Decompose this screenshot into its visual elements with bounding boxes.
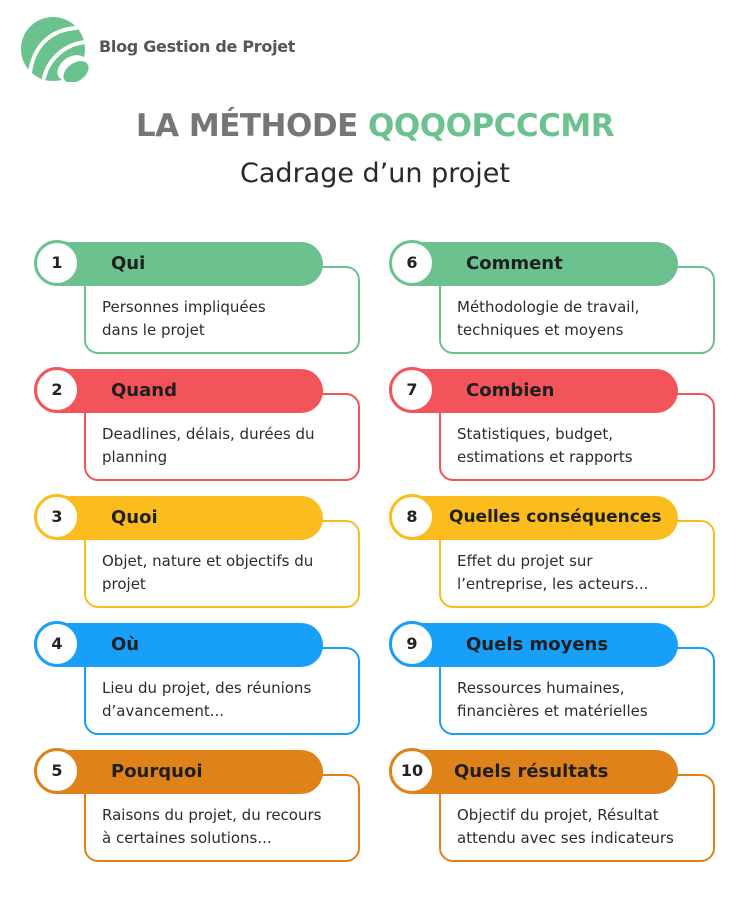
step-label: Comment	[466, 253, 563, 274]
step-description-line: l’entreprise, les acteurs...	[457, 575, 649, 593]
step-description-line: financières et matérielles	[457, 702, 648, 720]
step-description	[102, 296, 340, 342]
step-number-badge: 5	[34, 748, 80, 794]
step-card-10	[389, 750, 719, 872]
step-card-3	[34, 496, 364, 618]
step-description-line: Ressources humaines,	[457, 679, 625, 697]
step-description	[102, 804, 340, 850]
step-card-5	[34, 750, 364, 872]
step-label: Quels résultats	[454, 761, 609, 782]
step-number-badge: 4	[34, 621, 80, 667]
page-title	[0, 108, 750, 144]
step-label: Pourquoi	[111, 761, 203, 782]
step-label: Quand	[111, 380, 177, 401]
step-description-line: Statistiques, budget,	[457, 425, 614, 443]
step-description-line: Personnes impliquées	[102, 298, 266, 316]
step-description	[102, 677, 340, 723]
step-description-line: Méthodologie de travail,	[457, 298, 640, 316]
step-number-badge: 8	[389, 494, 435, 540]
step-description	[102, 423, 340, 469]
title-prefix: LA MÉTHODE	[135, 108, 358, 144]
step-description-line: projet	[102, 575, 146, 593]
title-accent: QQQOPCCCMR	[368, 108, 615, 144]
step-label: Quoi	[111, 507, 158, 528]
step-number-badge: 1	[34, 240, 80, 286]
step-description	[102, 550, 340, 596]
step-description-line: d’avancement...	[102, 702, 225, 720]
step-number-badge: 6	[389, 240, 435, 286]
step-number-badge: 10	[389, 748, 435, 794]
page-subtitle: Cadrage d’un projet	[240, 158, 510, 189]
step-description	[457, 677, 695, 723]
step-description-line: Effet du projet sur	[457, 552, 593, 570]
step-description	[457, 550, 695, 596]
step-card-9	[389, 623, 719, 745]
step-description	[457, 423, 695, 469]
step-description	[457, 296, 695, 342]
step-description-line: Lieu du projet, des réunions	[102, 679, 312, 697]
step-number-badge: 3	[34, 494, 80, 540]
step-label: Quelles conséquences	[449, 507, 662, 527]
step-description-line: estimations et rapports	[457, 448, 633, 466]
step-label: Combien	[466, 380, 555, 401]
step-card-6	[389, 242, 719, 364]
step-number-badge: 7	[389, 367, 435, 413]
step-description	[457, 804, 695, 850]
step-card-2	[34, 369, 364, 491]
step-description-line: Deadlines, délais, durées du	[102, 425, 315, 443]
step-card-1	[34, 242, 364, 364]
step-number-badge: 2	[34, 367, 80, 413]
step-label: Qui	[111, 253, 146, 274]
step-card-4	[34, 623, 364, 745]
step-number-badge: 9	[389, 621, 435, 667]
blog-logo-icon	[20, 16, 90, 82]
step-description-line: Raisons du projet, du recours	[102, 806, 322, 824]
step-label: Quels moyens	[466, 634, 609, 655]
step-label: Où	[111, 634, 140, 655]
step-description-line: à certaines solutions...	[102, 829, 272, 847]
step-description-line: Objectif du projet, Résultat	[457, 806, 659, 824]
step-description-line: planning	[102, 448, 168, 466]
step-description-line: dans le projet	[102, 321, 205, 339]
step-card-7	[389, 369, 719, 491]
brand-name: Blog Gestion de Projet	[99, 37, 296, 56]
step-description-line: Objet, nature et objectifs du	[102, 552, 314, 570]
step-description-line: techniques et moyens	[457, 321, 624, 339]
step-card-8	[389, 496, 719, 618]
step-description-line: attendu avec ses indicateurs	[457, 829, 674, 847]
